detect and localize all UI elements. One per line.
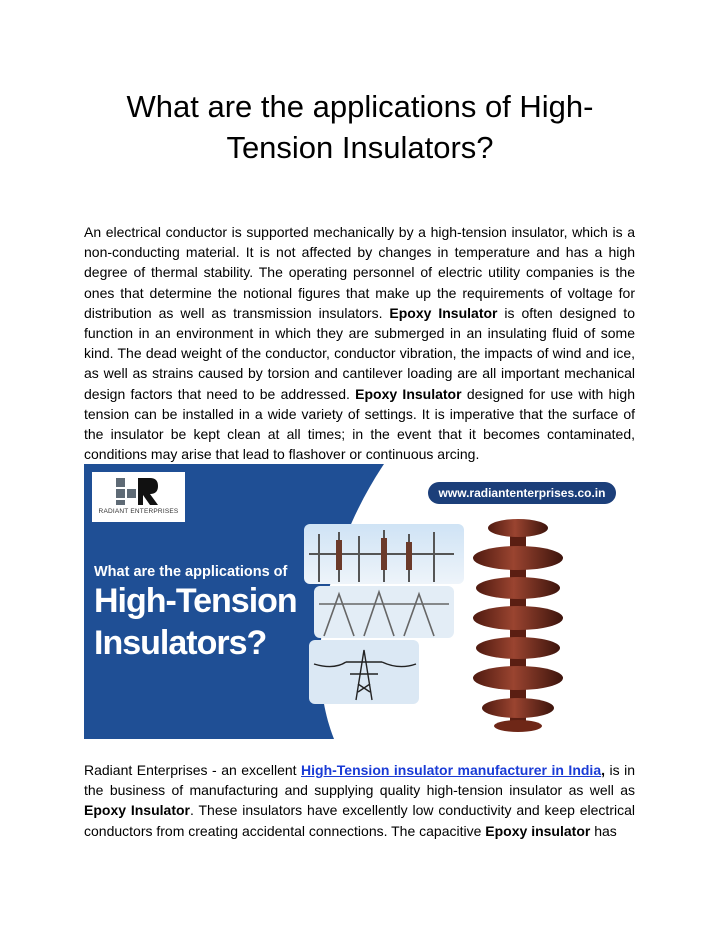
- bold-epoxy-insulator: Epoxy Insulator: [84, 802, 190, 819]
- company-paragraph: Radiant Enterprises - an excellent High-Tension insulator manufacturer in India, is in the business of manufacturing and supplying quality high-tension insulator as well as Epoxy Insulator. These insulators have excellently low conductivity and keep electrical conductors from creating accidental connections. The capacitive Epoxy insulator has: [84, 762, 635, 839]
- banner-headline-line1: High-Tension: [94, 582, 297, 620]
- manufacturer-link[interactable]: High-Tension insulator manufacturer in India: [301, 762, 602, 778]
- banner-image: [84, 464, 635, 739]
- bold-epoxy-insulator: Epoxy Insulator: [389, 304, 498, 321]
- bold-epoxy-insulator: Epoxy Insulator: [355, 385, 462, 402]
- transmission-tower-photo: [309, 640, 419, 704]
- bold-epoxy-insulator: Epoxy insulator: [485, 822, 591, 839]
- intro-paragraph: An electrical conductor is supported mechanically by a high-tension insulator, which is a non-conducting material. It is not affected by changes in temperature and has a high degree of thermal stability. The operating personnel of electric utility companies is the ones that determine the notional figures that make up the requirements of voltage for distribution as well as transmission insulators. Epoxy Insulator is often designed to function in an environment in which they are submerged in an insulating fluid of some kind. The dead weight of the conductor, conductor vibration, the impacts of wind and ice, as well as strains caused by torsion and cantilever loading are all important mechanical design factors that need to be addressed. Epoxy Insulator designed for use with high tension can be installed in a wide variety of settings. It is imperative that the surface of the insulator be kept clean at all times; in the event that it becomes contaminated, conditions may arise that lead to flashover or continuous arcing.: [84, 224, 635, 463]
- banner-subtitle: What are the applications of: [94, 564, 288, 580]
- substation-photo: [304, 524, 464, 584]
- company-logo: [92, 472, 185, 522]
- substation-photo: [314, 586, 454, 638]
- logo-text: RADIANT ENTERPRISES: [98, 508, 179, 515]
- page-title: What are the applications of High-Tension Insulators?: [126, 89, 594, 165]
- banner-headline-line2: Insulators?: [94, 624, 267, 662]
- logo-mark-icon: [114, 476, 162, 506]
- website-url-badge: www.radiantenterprises.co.in: [428, 482, 616, 504]
